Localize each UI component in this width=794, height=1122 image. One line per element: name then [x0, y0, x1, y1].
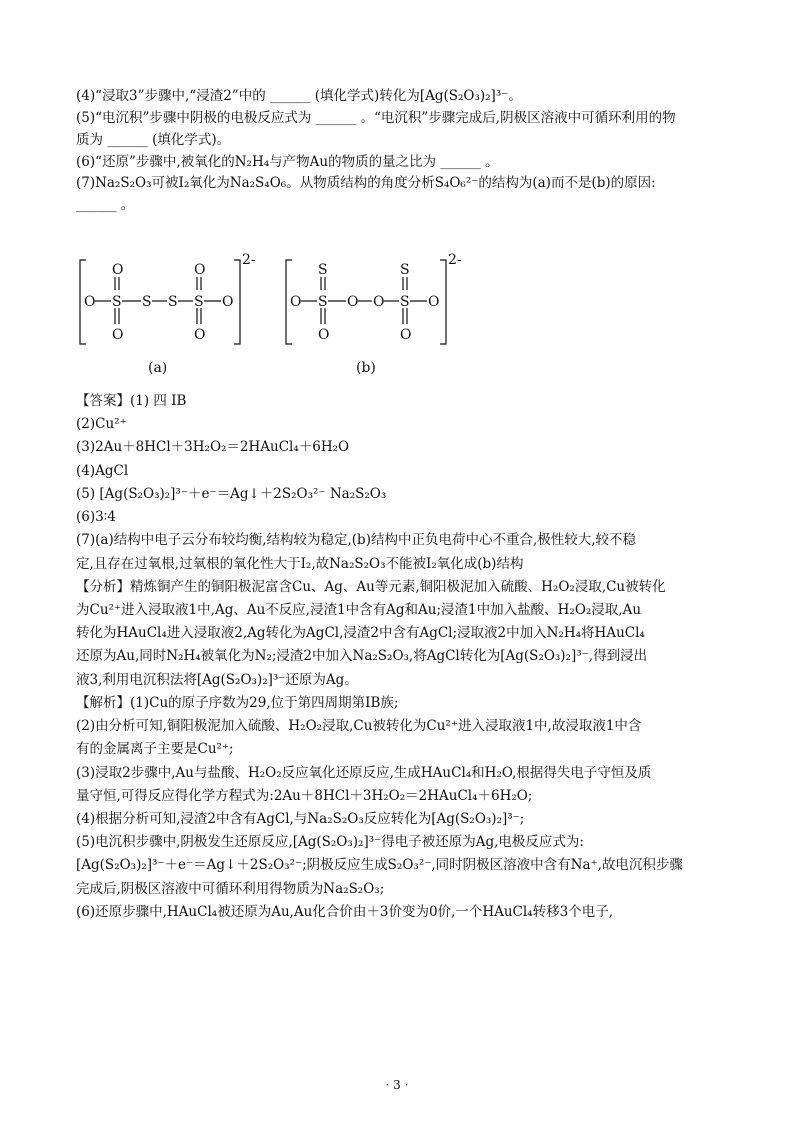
atom-b-O4: O [428, 294, 440, 310]
label-b: (b) [356, 360, 376, 376]
atom-b-O-bot1: O [318, 327, 330, 343]
question-7: (7)Na₂S₂O₃可被I₂氧化为Na₂S₄O₆。从物质结构的角度分析S₄O₆²⁻的结构为(a)而不是(b)的原因: [76, 175, 656, 192]
label-a: (a) [148, 360, 168, 376]
page-content [76, 86, 724, 217]
page-number: · 3 · [385, 1078, 409, 1092]
explanation-line-9: 完成后,阴极区溶液中可循环利用得物质为Na₂S₂O₃; [76, 880, 385, 897]
atom-a-O-top2: O [194, 262, 206, 278]
explanation-line-8: [Ag(S₂O₃)₂]³⁻＋e⁻＝Ag↓＋2S₂O₃²⁻;阴极反应生成S₂O₃²⁻,同时阴极区溶液中含有Na⁺,故电沉积步骤 [76, 857, 683, 874]
atom-b-O-bot2: O [400, 327, 412, 343]
explanation-line-10: (6)还原步骤中,HAuCl₄被还原为Au,Au化合价由＋3价变为0价,一个HAuCl₄转移3个电子, [76, 903, 613, 920]
atom-b-S1: S [318, 294, 328, 310]
question-4: (4)“浸取3”步骤中,“浸渣2”中的 ______ (填化学式)转化为[Ag(S₂O₃)₂]³⁻。 [76, 88, 522, 104]
atom-b-S-top1: S [318, 262, 328, 278]
answer-5: (5) [Ag(S₂O₃)₂]³⁻＋e⁻＝Ag↓＋2S₂O₃²⁻ Na₂S₂O₃ [76, 485, 387, 502]
explanation-line-4: (3)浸取2步骤中,Au与盐酸、H₂O₂反应氧化还原反应,生成HAuCl₄和H₂O,根据得失电子守恒及质 [76, 764, 652, 781]
atom-a-O-bot1: O [112, 327, 124, 343]
explanation-line-5: 量守恒,可得反应得化学方程式为:2Au＋8HCl＋3H₂O₂＝2HAuCl₄＋6H₂O; [76, 787, 533, 804]
atom-a-S4: S [194, 294, 204, 310]
question-7-blank: ______ 。 [76, 197, 135, 214]
explanation-line-7: (5)电沉积步骤中,阴极发生还原反应,[Ag(S₂O₃)₂]³⁻得电子被还原为Ag,电极反应式为: [76, 834, 584, 851]
explanation-line-1: 【解析】(1)Cu的原子序数为29,位于第四周期第ⅠB族; [76, 694, 399, 711]
explanation-line-6: (4)根据分析可知,浸渣2中含有AgCl,与Na₂S₂O₃反应转化为[Ag(S₂O₃)₂]³⁻; [76, 810, 525, 827]
atom-b-O2: O [347, 294, 359, 310]
answer-section [76, 390, 724, 924]
bracket-b-right [440, 260, 446, 344]
analysis-line-3: 转化为HAuCl₄进入浸取液2,Ag转化为AgCl,浸渣2中含有AgCl;浸取液2中加入N₂H₄将HAuCl₄ [76, 625, 645, 642]
answer-2: (2)Cu²⁺ [76, 416, 127, 433]
analysis-line-1: 【分析】精炼铜产生的铜阳极泥富含Cu、Ag、Au等元素,铜阳极泥加入硫酸、H₂O₂浸取,Cu被转化 [76, 578, 666, 595]
question-6: (6)“还原”步骤中,被氧化的N₂H₄与产物Au的物质的量之比为 ______ 。 [76, 153, 499, 170]
atom-b-S-top2: S [400, 262, 410, 278]
atom-a-O2: O [222, 294, 234, 310]
analysis-line-4: 还原为Au,同时N₂H₄被氧化为N₂;浸渣2中加入Na₂S₂O₃,将AgCl转化为[Ag(S₂O₃)₂]³⁻,得到浸出 [76, 648, 648, 665]
question-5-line2: 质为 ______ (填化学式)。 [76, 131, 231, 148]
answer-4: (4)AgCl [76, 462, 129, 479]
atom-b-S2: S [400, 294, 410, 310]
atom-a-S1: S [112, 294, 122, 310]
analysis-line-2: 为Cu²⁺进入浸取液1中,Ag、Au不反应,浸渣1中含有Ag和Au;浸渣1中加入盐酸、H₂O₂浸取,Au [76, 601, 642, 618]
analysis-line-5: 液3,利用电沉积法将[Ag(S₂O₃)₂]³⁻还原为Ag。 [76, 671, 358, 688]
explanation-line-2: (2)由分析可知,铜阳极泥加入硫酸、H₂O₂浸取,Cu被转化为Cu²⁺进入浸取液1中,故浸取液1中含 [76, 718, 642, 735]
answer-7-line2: 定,且存在过氧根,过氧根的氧化性大于I₂,故Na₂S₂O₃不能被I₂氧化成(b)结构 [76, 555, 524, 572]
explanation-line-3: 有的金属离子主要是Cu²⁺; [76, 741, 234, 758]
question-5-line1: (5)“电沉积”步骤中阴极的电极反应式为 ______ 。“电沉积”步骤完成后,阴极区溶液中可循环利用的物 [76, 109, 676, 126]
charge-a: 2- [242, 252, 256, 268]
atom-a-S2: S [142, 294, 152, 310]
atom-b-O3: O [373, 294, 385, 310]
answer-6: (6)3∶4 [76, 509, 116, 526]
atom-b-O1: O [290, 294, 302, 310]
charge-b: 2- [448, 252, 462, 268]
answer-7-line1: (7)(a)结构中电子云分布较均衡,结构较为稳定,(b)结构中正负电荷中心不重合,极性较大,较不稳 [76, 532, 637, 549]
atom-a-O-top1: O [112, 262, 124, 278]
answer-3: (3)2Au＋8HCl＋3H₂O₂＝2HAuCl₄＋6H₂O [76, 439, 350, 456]
atom-a-O-bot2: O [194, 327, 206, 343]
bracket-a-right [234, 260, 240, 344]
atom-a-S3: S [168, 294, 178, 310]
structure-figure [76, 246, 496, 382]
answer-1: 【答案】(1) 四 ⅠB [76, 393, 187, 409]
atom-a-O1: O [84, 294, 96, 310]
